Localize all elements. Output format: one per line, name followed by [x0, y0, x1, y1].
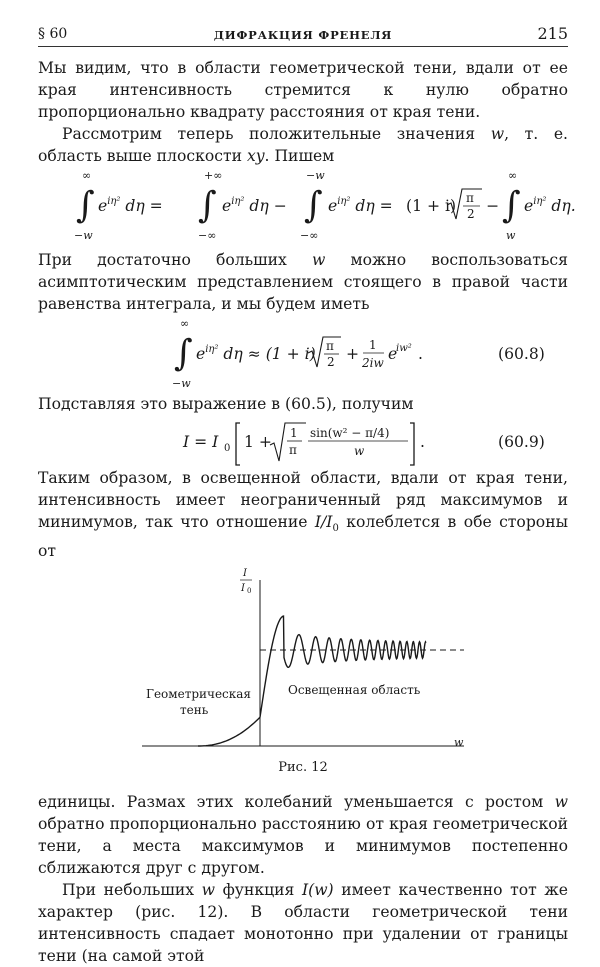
paragraph-1: Мы видим, что в области геометрической тени, вдали от ее края интенсивность стремится к нулю обратно пропорционально квадрату расстояния от края тени. — [38, 59, 568, 121]
int4-upper: ∞ — [508, 169, 518, 182]
int2-integrand: $e^{i\eta^2}$ dη − — [222, 196, 287, 215]
right-bracket — [410, 423, 414, 465]
equation-1-svg — [38, 167, 576, 249]
integral-sign: ∫ — [198, 185, 217, 226]
sqrt-one: 1 — [290, 426, 298, 440]
sqrt-pi: π — [326, 339, 334, 353]
page-number: 215 — [537, 24, 568, 43]
y-label-den: I — [241, 583, 245, 595]
y-label-num: I — [243, 568, 247, 580]
exp-power: iw² — [396, 343, 412, 354]
y-label-sub: 0 — [247, 587, 252, 596]
paragraph-5: Таким образом, в освещенной области, вдали от края тени, интенсивность имеет неограниченный ряд максимумов и минимумов, так что отношение $I/I_0$ колеблется в обе стороны от — [38, 469, 568, 561]
lit-label: Освещенная область — [288, 683, 421, 698]
plus-sign: + — [346, 345, 360, 363]
shadow-label-2: тень — [180, 703, 209, 718]
paragraph-7: При небольших w функция I(w) имеет качественно тот же характер (рис. 12). В области геометрической тени интенсивность спадает монотонно при удалении от границы тени (на самой этой — [38, 881, 568, 966]
int-lower: −w — [172, 377, 191, 390]
int4-integrand: $e^{i\eta^2}$ dη. — [524, 196, 576, 215]
int4-lower: w — [506, 229, 516, 242]
paragraph-3: При достаточно больших w можно воспользоваться асимптотическим представлением стоящего в правой части равенства интеграла, и мы будем иметь — [38, 251, 568, 313]
equation-3-svg — [38, 415, 568, 467]
paragraph-4: Подставляя это выражение в (60.5), получим — [38, 395, 414, 413]
period: . — [420, 433, 425, 451]
equation-integral-split — [38, 167, 576, 249]
lhs: I = I — [183, 433, 219, 451]
integral-sign: ∫ — [174, 333, 193, 374]
equation-number: (60.9) — [498, 433, 545, 451]
one-plus: 1 + — [244, 433, 272, 451]
intensity-graph — [38, 568, 568, 752]
frac-den: w — [354, 444, 365, 458]
int2-upper: +∞ — [204, 169, 223, 182]
factor-1-plus-i: (1 + i) — [406, 197, 457, 215]
sqrt-sign — [270, 423, 306, 461]
sqrt-pi: π — [289, 443, 297, 457]
sqrt-pi: π — [466, 191, 474, 205]
equation-2-svg — [38, 315, 568, 393]
paragraph-2: Рассмотрим теперь положительные значения w, т. е. область выше плоскости xy. Пишем — [38, 125, 569, 165]
int3-upper: −w — [306, 169, 325, 182]
x-label: w — [454, 736, 464, 750]
frac-den: 2iw — [362, 356, 384, 370]
int2-lower: −∞ — [198, 229, 217, 242]
frac-one: 1 — [369, 338, 377, 352]
int-upper: ∞ — [180, 317, 190, 330]
int1-integrand: $e^{i\eta^2}$ dη = — [98, 196, 163, 215]
equation-60-9 — [38, 415, 568, 467]
integrand: $e^{i\eta^2}$ dη ≈ (1 + i) — [196, 344, 316, 363]
lhs-sub: 0 — [224, 443, 231, 454]
sqrt-two: 2 — [327, 355, 335, 369]
period: . — [418, 345, 423, 363]
exp-e: e — [388, 345, 398, 363]
figure-caption: Рис. 12 — [278, 760, 328, 776]
frac-num: sin(w² − π/4) — [310, 426, 390, 440]
integral-sign: ∫ — [76, 185, 95, 226]
chapter-title: ДИФРАКЦИЯ ФРЕНЕЛЯ — [213, 28, 393, 42]
minus-sign: − — [486, 197, 500, 215]
left-bracket — [236, 423, 240, 465]
int3-lower: −∞ — [300, 229, 319, 242]
equation-60-8 — [38, 315, 568, 393]
section-number: § 60 — [38, 26, 68, 42]
int3-integrand: $e^{i\eta^2}$ dη = — [328, 196, 393, 215]
figure-12 — [38, 568, 568, 776]
book-page — [38, 24, 576, 967]
running-header — [38, 24, 568, 47]
int1-upper: ∞ — [82, 169, 92, 182]
int1-lower: −w — [74, 229, 93, 242]
intensity-curve — [198, 616, 426, 746]
sqrt-two: 2 — [467, 207, 475, 221]
integral-sign: ∫ — [304, 185, 323, 226]
equation-number: (60.8) — [498, 345, 545, 363]
shadow-label-1: Геометрическая — [146, 687, 252, 702]
paragraph-6: единицы. Размах этих колебаний уменьшается с ростом w обратно пропорционально расстоянию от края геометрической тени, а места максимумов и минимумов постепенно сближаются друг с другом. — [38, 793, 568, 878]
integral-sign: ∫ — [502, 185, 521, 226]
